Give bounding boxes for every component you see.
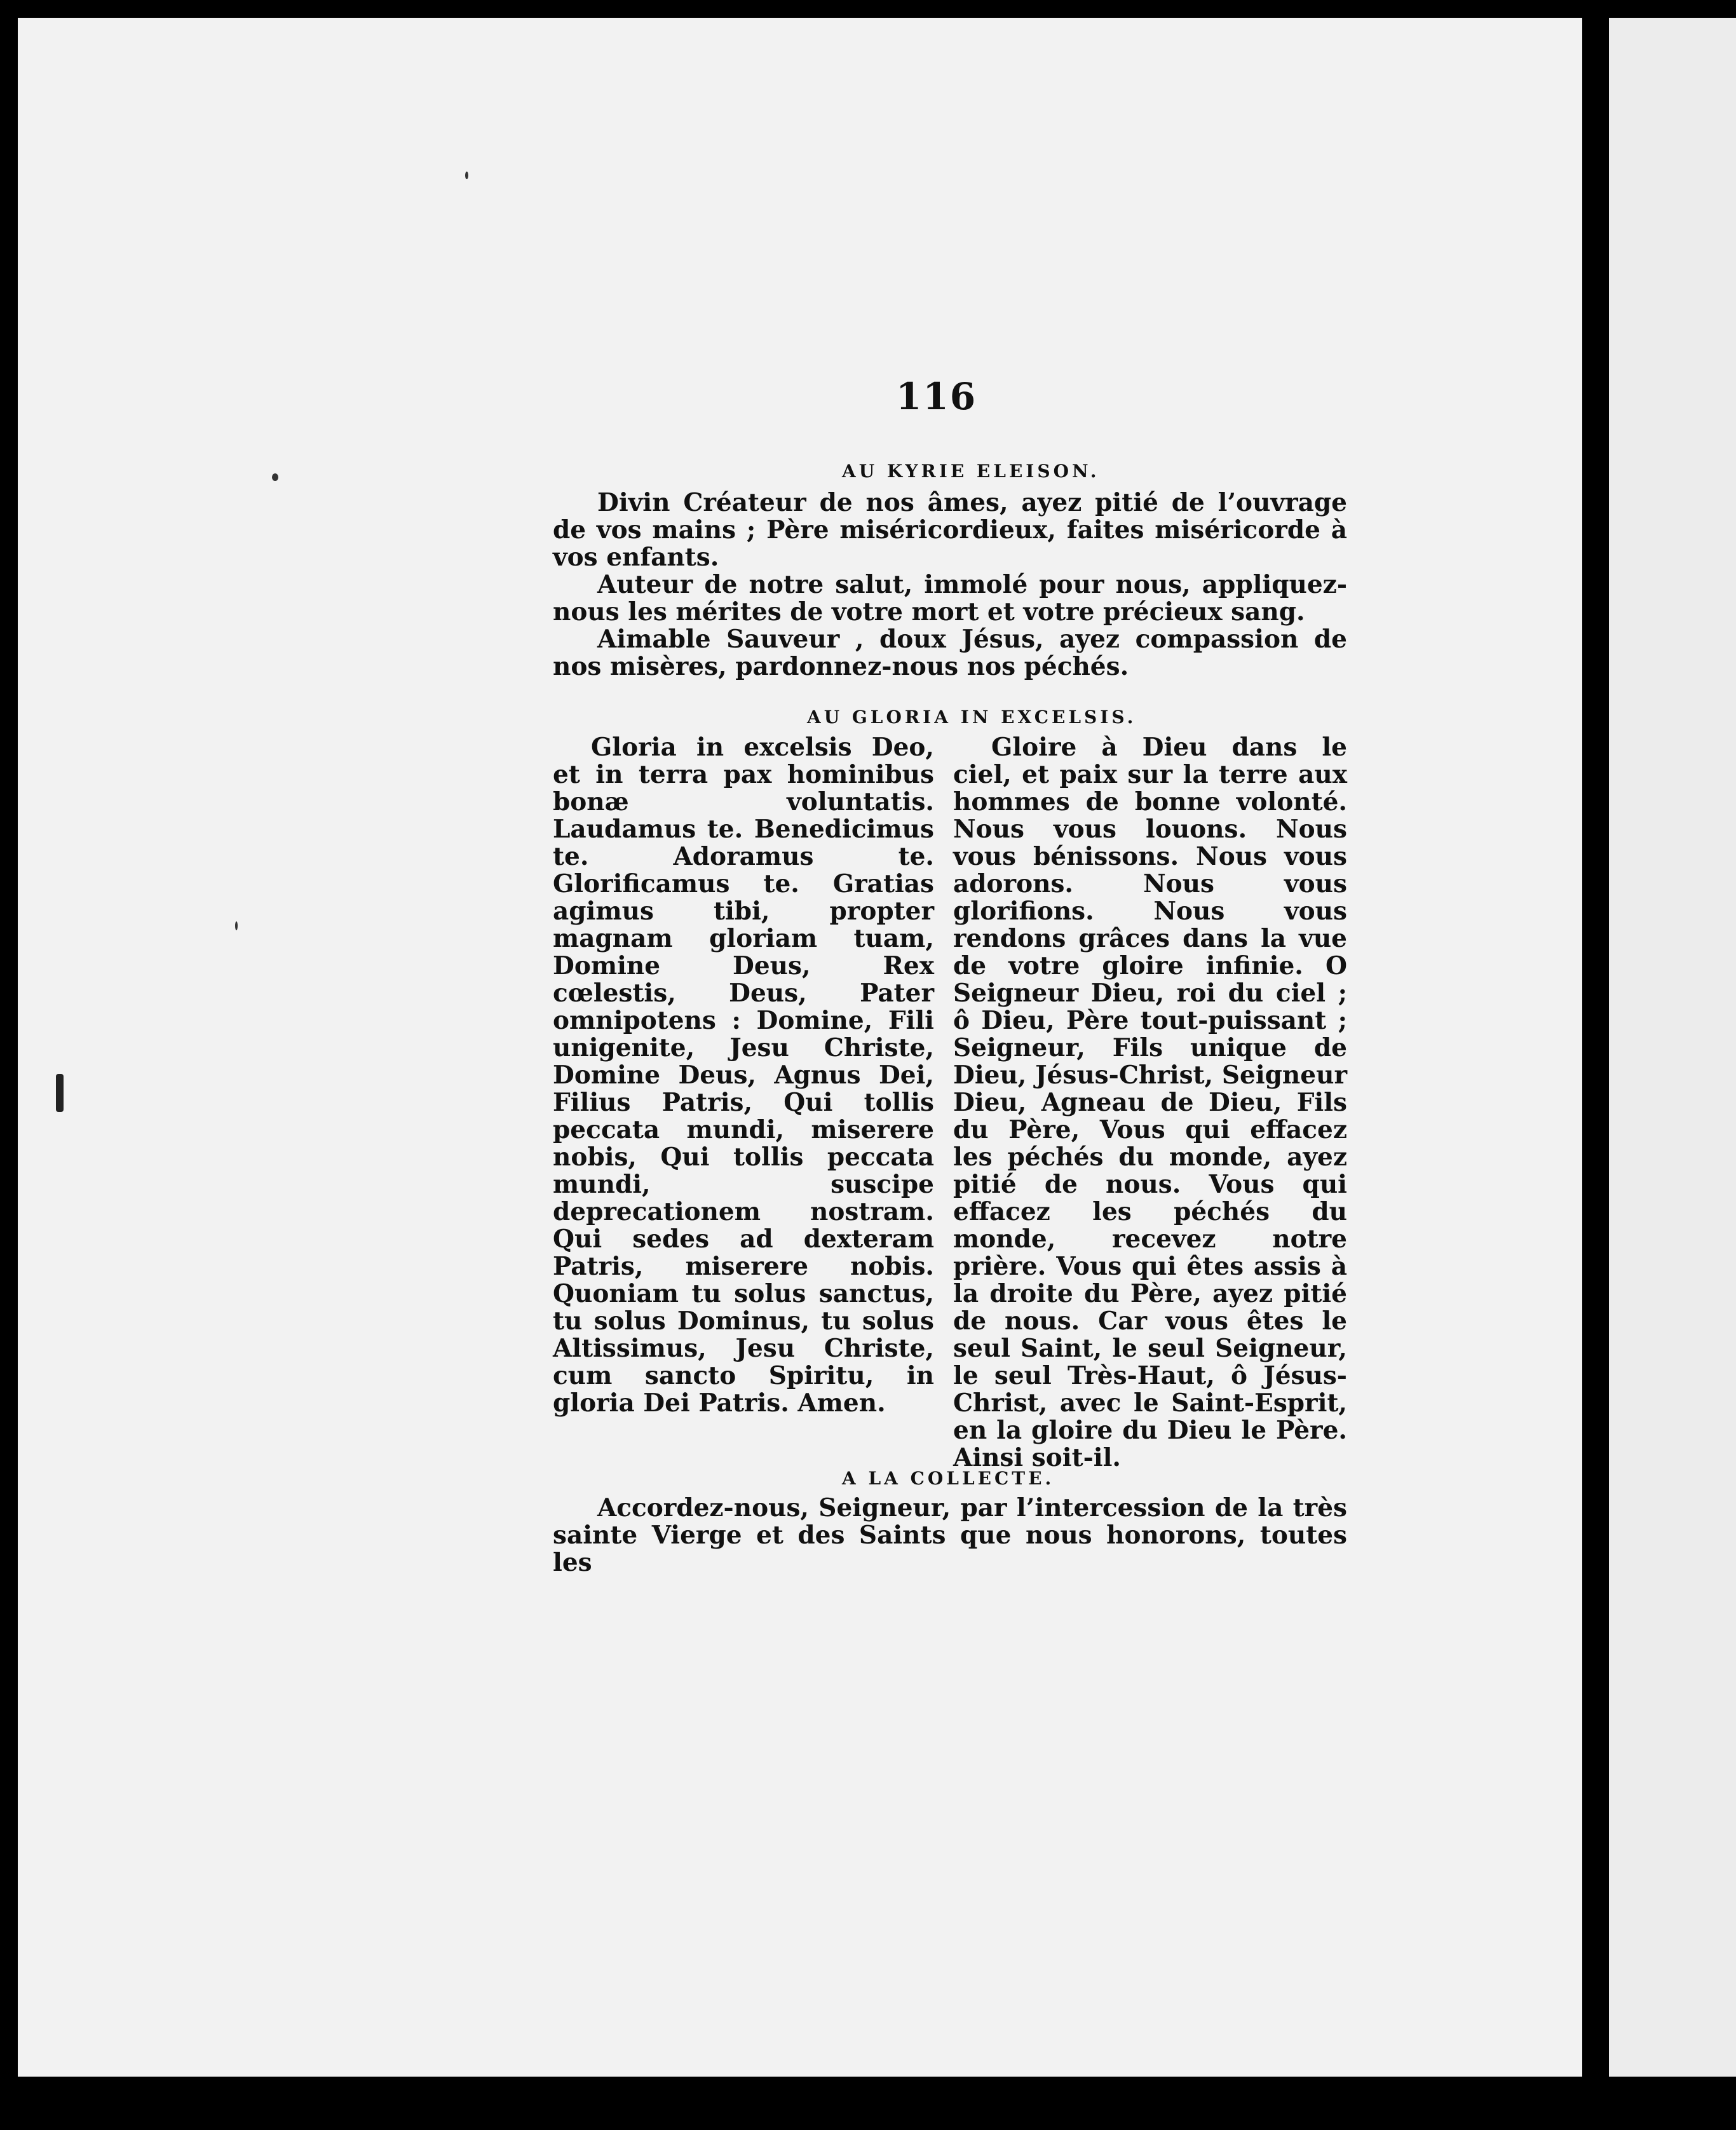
collecte-heading: A LA COLLECTE. [842, 1468, 1055, 1489]
gloria-french-column [953, 734, 1347, 1472]
kyrie-paragraph-3: Aimable Sauveur , doux Jésus, ayez compassion de nos misères, pardonnez-nous nos péchés. [553, 625, 1347, 681]
scan-speck [272, 473, 278, 481]
gloria-french-text: Gloire à Dieu dans le ciel, et paix sur la terre aux hommes de bonne volonté. Nous vous louons. Nous vous bénissons. Nous vous adorons. Nous vous glorifions. Nous vous rendons grâces dans la vue de votre gloire infinie. O Seigneur Dieu, roi du ciel ; ô Dieu, Père tout-puissant ; Seigneur, Fils unique de Dieu, Jésus-Christ, Seigneur Dieu, Agneau de Dieu, Fils du Père, Vous qui effacez les péchés du monde, ayez pitié de nous. Vous qui effacez les péchés du monde, recevez notre prière. Vous qui êtes assis à la droite du Père, ayez pitié de nous. Car vous êtes le seul Saint, le seul Seigneur, le seul Très-Haut, ô Jésus-Christ, avec le Saint-Esprit, en la gloire du Dieu le Père. Ainsi soit-il. [953, 733, 1347, 1472]
scan-speck [465, 172, 468, 179]
kyrie-paragraph-2: Auteur de notre salut, immolé pour nous, appliquez-nous les mérites de votre mort et votre précieux sang. [553, 570, 1347, 627]
collecte-text-block [553, 1495, 1347, 1577]
gloria-heading: AU GLORIA IN EXCELSIS. [807, 707, 1137, 728]
page-number: 116 [896, 375, 977, 418]
gloria-latin-text: Gloria in excelsis Deo, et in terra pax hominibus bonæ voluntatis. Laudamus te. Benedicimus te. Adoramus te. Glorificamus te. Gratias agimus tibi, propter magnam gloriam tuam, Domine Deus, Rex cœlestis, Deus, Pater omnipotens : Domine, Fili unigenite, Jesu Christe, Domine Deus, Agnus Dei, Filius Patris, Qui tollis peccata mundi, miserere nobis, Qui tollis peccata mundi, suscipe deprecationem nostram. Qui sedes ad dexteram Patris, miserere nobis. Quoniam tu solus sanctus, tu solus Dominus, tu solus Altissimus, Jesu Christe, cum sancto Spiritu, in gloria Dei Patris. Amen. [553, 733, 934, 1418]
kyrie-heading: AU KYRIE ELEISON. [842, 461, 1100, 482]
kyrie-text [553, 489, 1347, 681]
page-gutter [1582, 18, 1609, 2077]
kyrie-paragraph-1: Divin Créateur de nos âmes, ayez pitié de l’ouvrage de vos mains ; Père miséricordieux, faites miséricorde à vos enfants. [553, 488, 1347, 572]
facing-page-edge [1609, 18, 1736, 2077]
collecte-text: Accordez-nous, Seigneur, par l’intercession de la très sainte Vierge et des Saints que nous honorons, toutes les [553, 1493, 1347, 1577]
scan-speck [56, 1074, 64, 1112]
gloria-latin-column [553, 734, 934, 1417]
scan-speck [235, 921, 238, 930]
